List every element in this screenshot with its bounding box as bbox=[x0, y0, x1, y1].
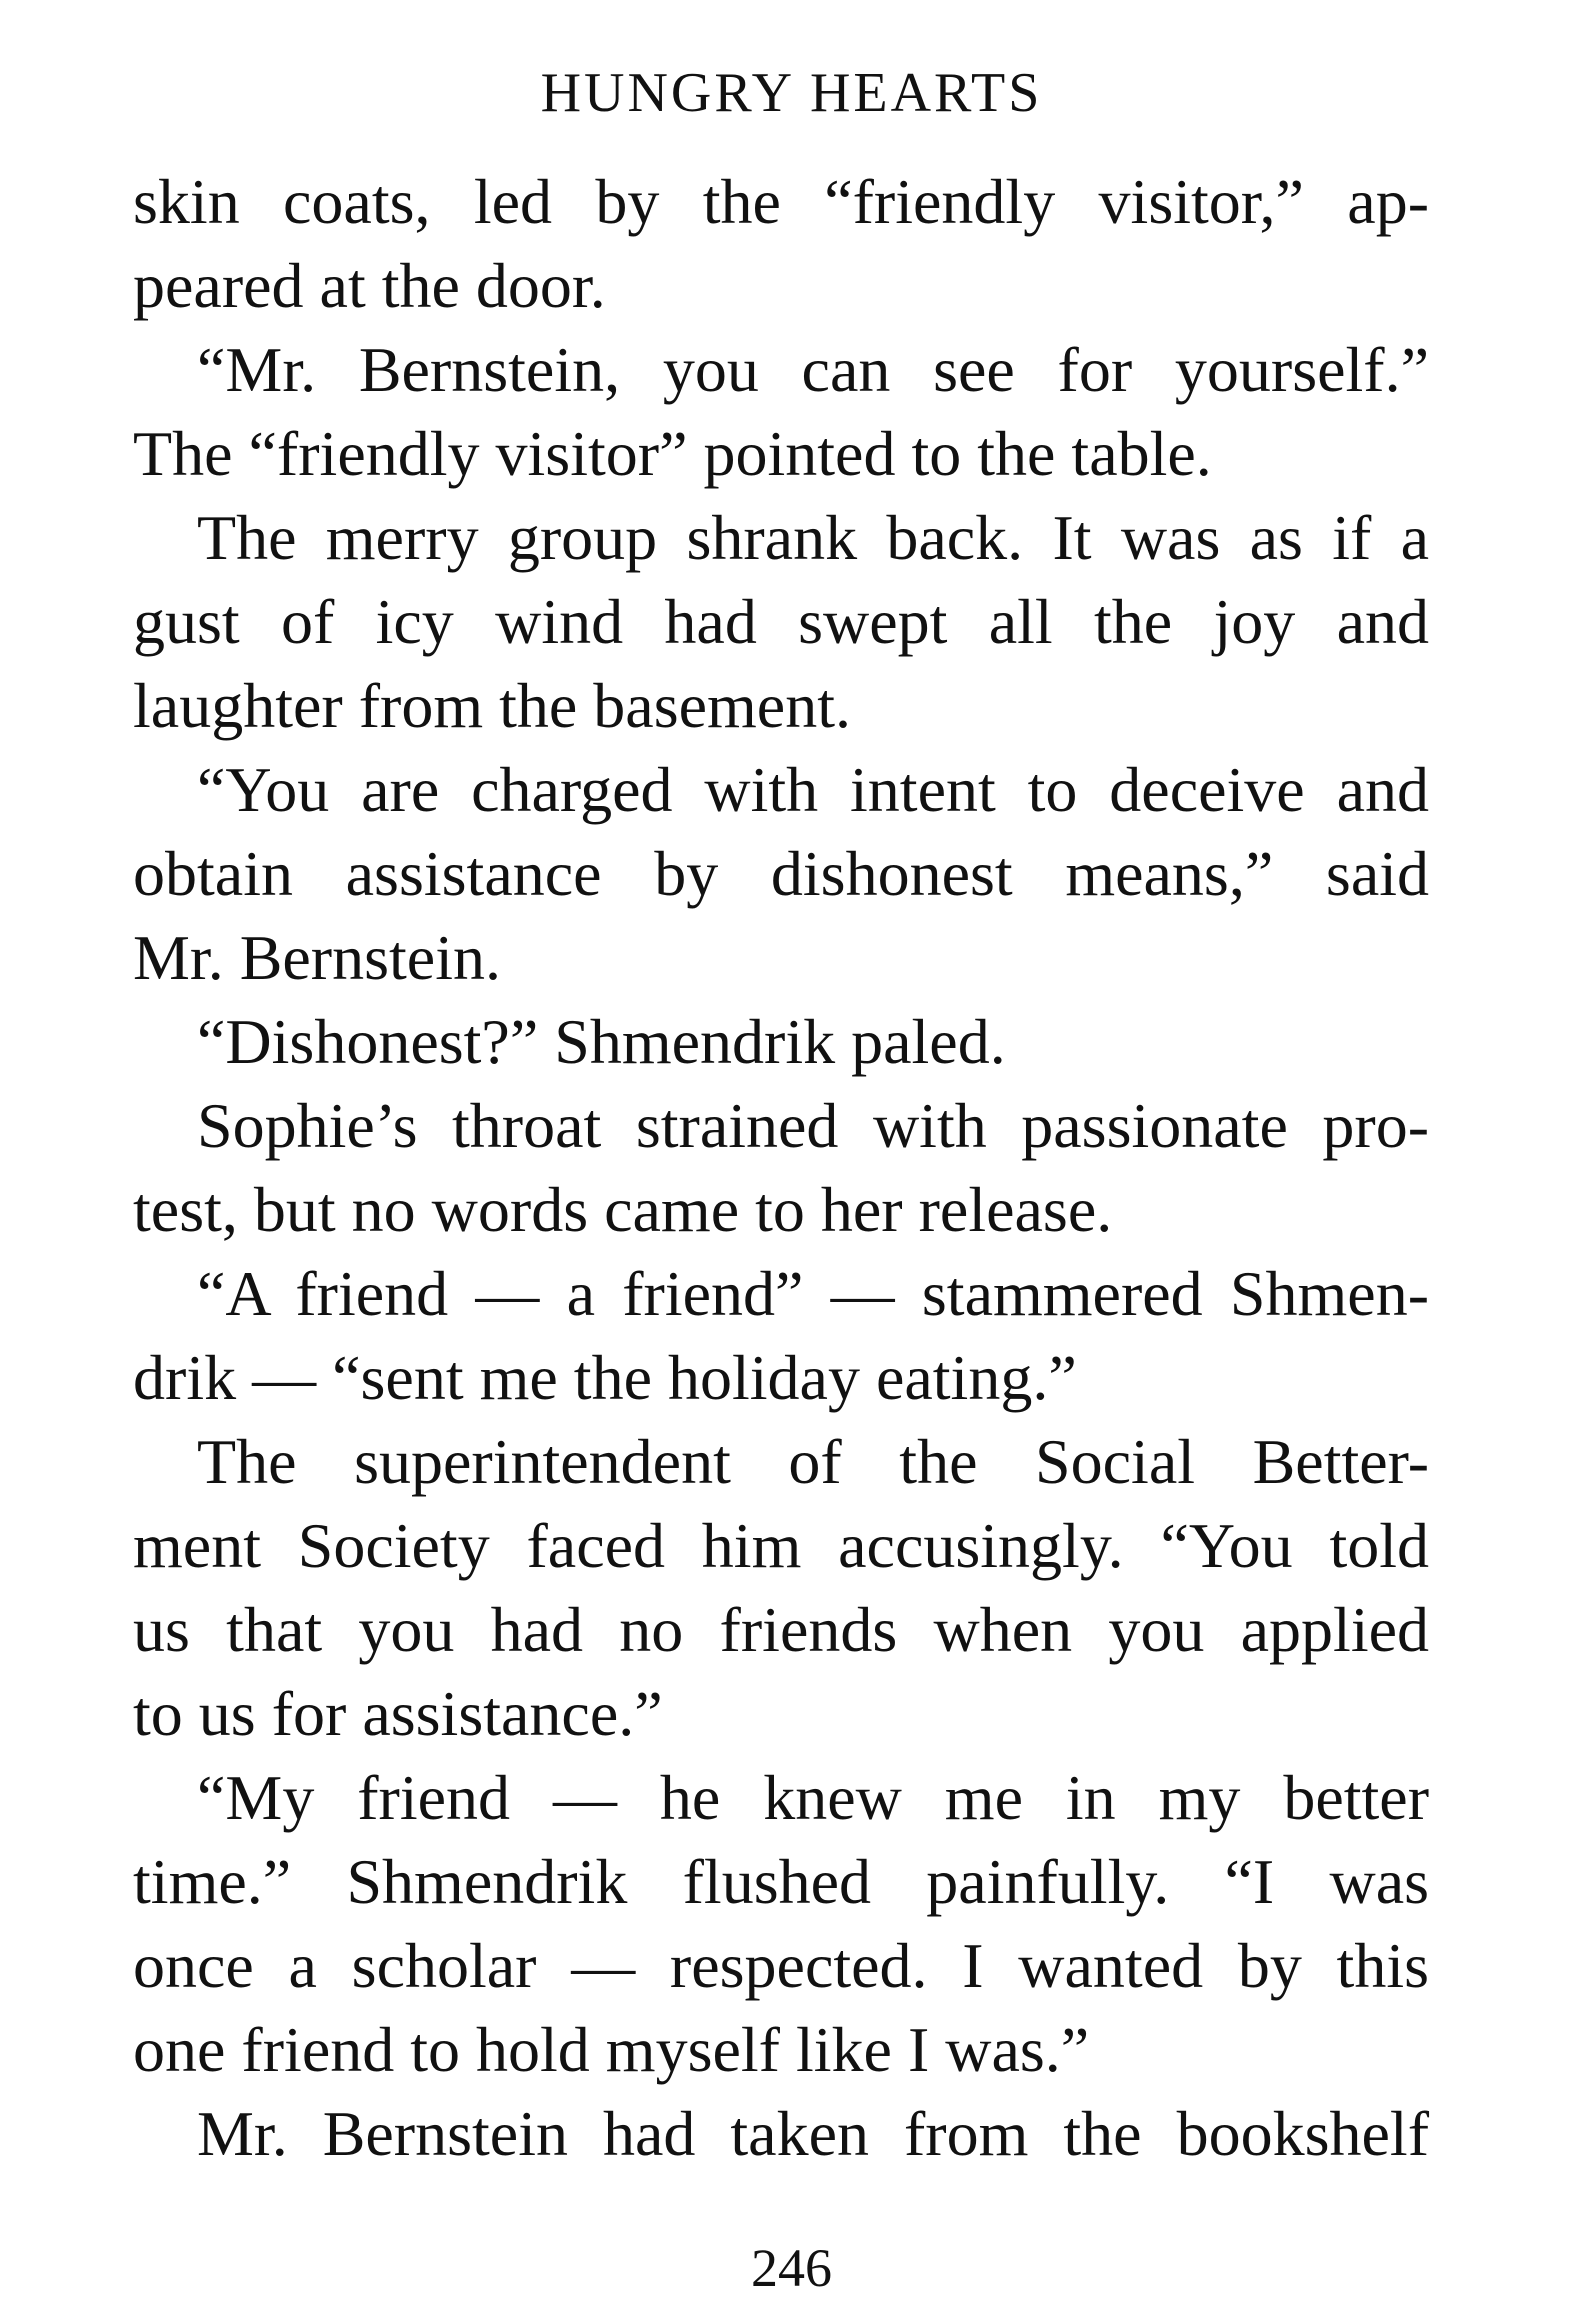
text-line: gust of icy wind had swept all the joy and bbox=[133, 586, 1429, 657]
text-line: Mr. Bernstein. bbox=[133, 922, 501, 993]
text-line: peared at the door. bbox=[133, 250, 606, 321]
text-line: Sophie’s throat strained with passionate pro- bbox=[197, 1090, 1429, 1161]
text-line: once a scholar — respected. I wanted by this bbox=[133, 1930, 1429, 2001]
text-line: us that you had no friends when you applied bbox=[133, 1594, 1429, 1665]
text-line: test, but no words came to her release. bbox=[133, 1174, 1113, 1245]
text-line: obtain assistance by dishonest means,” said bbox=[133, 838, 1429, 909]
text-line: Mr. Bernstein had taken from the bookshelf bbox=[197, 2098, 1429, 2169]
page-number: 246 bbox=[751, 2238, 832, 2298]
text-line: The “friendly visitor” pointed to the table. bbox=[133, 418, 1212, 489]
text-line: ment Society faced him accusingly. “You told bbox=[133, 1510, 1429, 1581]
text-line: drik — “sent me the holiday eating.” bbox=[133, 1342, 1077, 1413]
body-text bbox=[133, 160, 1429, 2176]
text-line: “Dishonest?” Shmendrik paled. bbox=[197, 1006, 1006, 1077]
text-line: one friend to hold myself like I was.” bbox=[133, 2014, 1090, 2085]
text-line: laughter from the basement. bbox=[133, 670, 851, 741]
text-line: The superintendent of the Social Better- bbox=[197, 1426, 1429, 1497]
text-line: The merry group shrank back. It was as if a bbox=[197, 502, 1429, 573]
text-line: time.” Shmendrik flushed painfully. “I was bbox=[133, 1846, 1429, 1917]
text-line: skin coats, led by the “friendly visitor,” ap- bbox=[133, 166, 1429, 237]
running-head: HUNGRY HEARTS bbox=[540, 62, 1043, 124]
text-line: to us for assistance.” bbox=[133, 1678, 663, 1749]
text-line: “Mr. Bernstein, you can see for yourself.” bbox=[197, 334, 1429, 405]
text-line: “My friend — he knew me in my better bbox=[197, 1762, 1429, 1833]
text-line: “You are charged with intent to deceive and bbox=[197, 754, 1429, 825]
text-line: “A friend — a friend” — stammered Shmen- bbox=[197, 1258, 1429, 1329]
